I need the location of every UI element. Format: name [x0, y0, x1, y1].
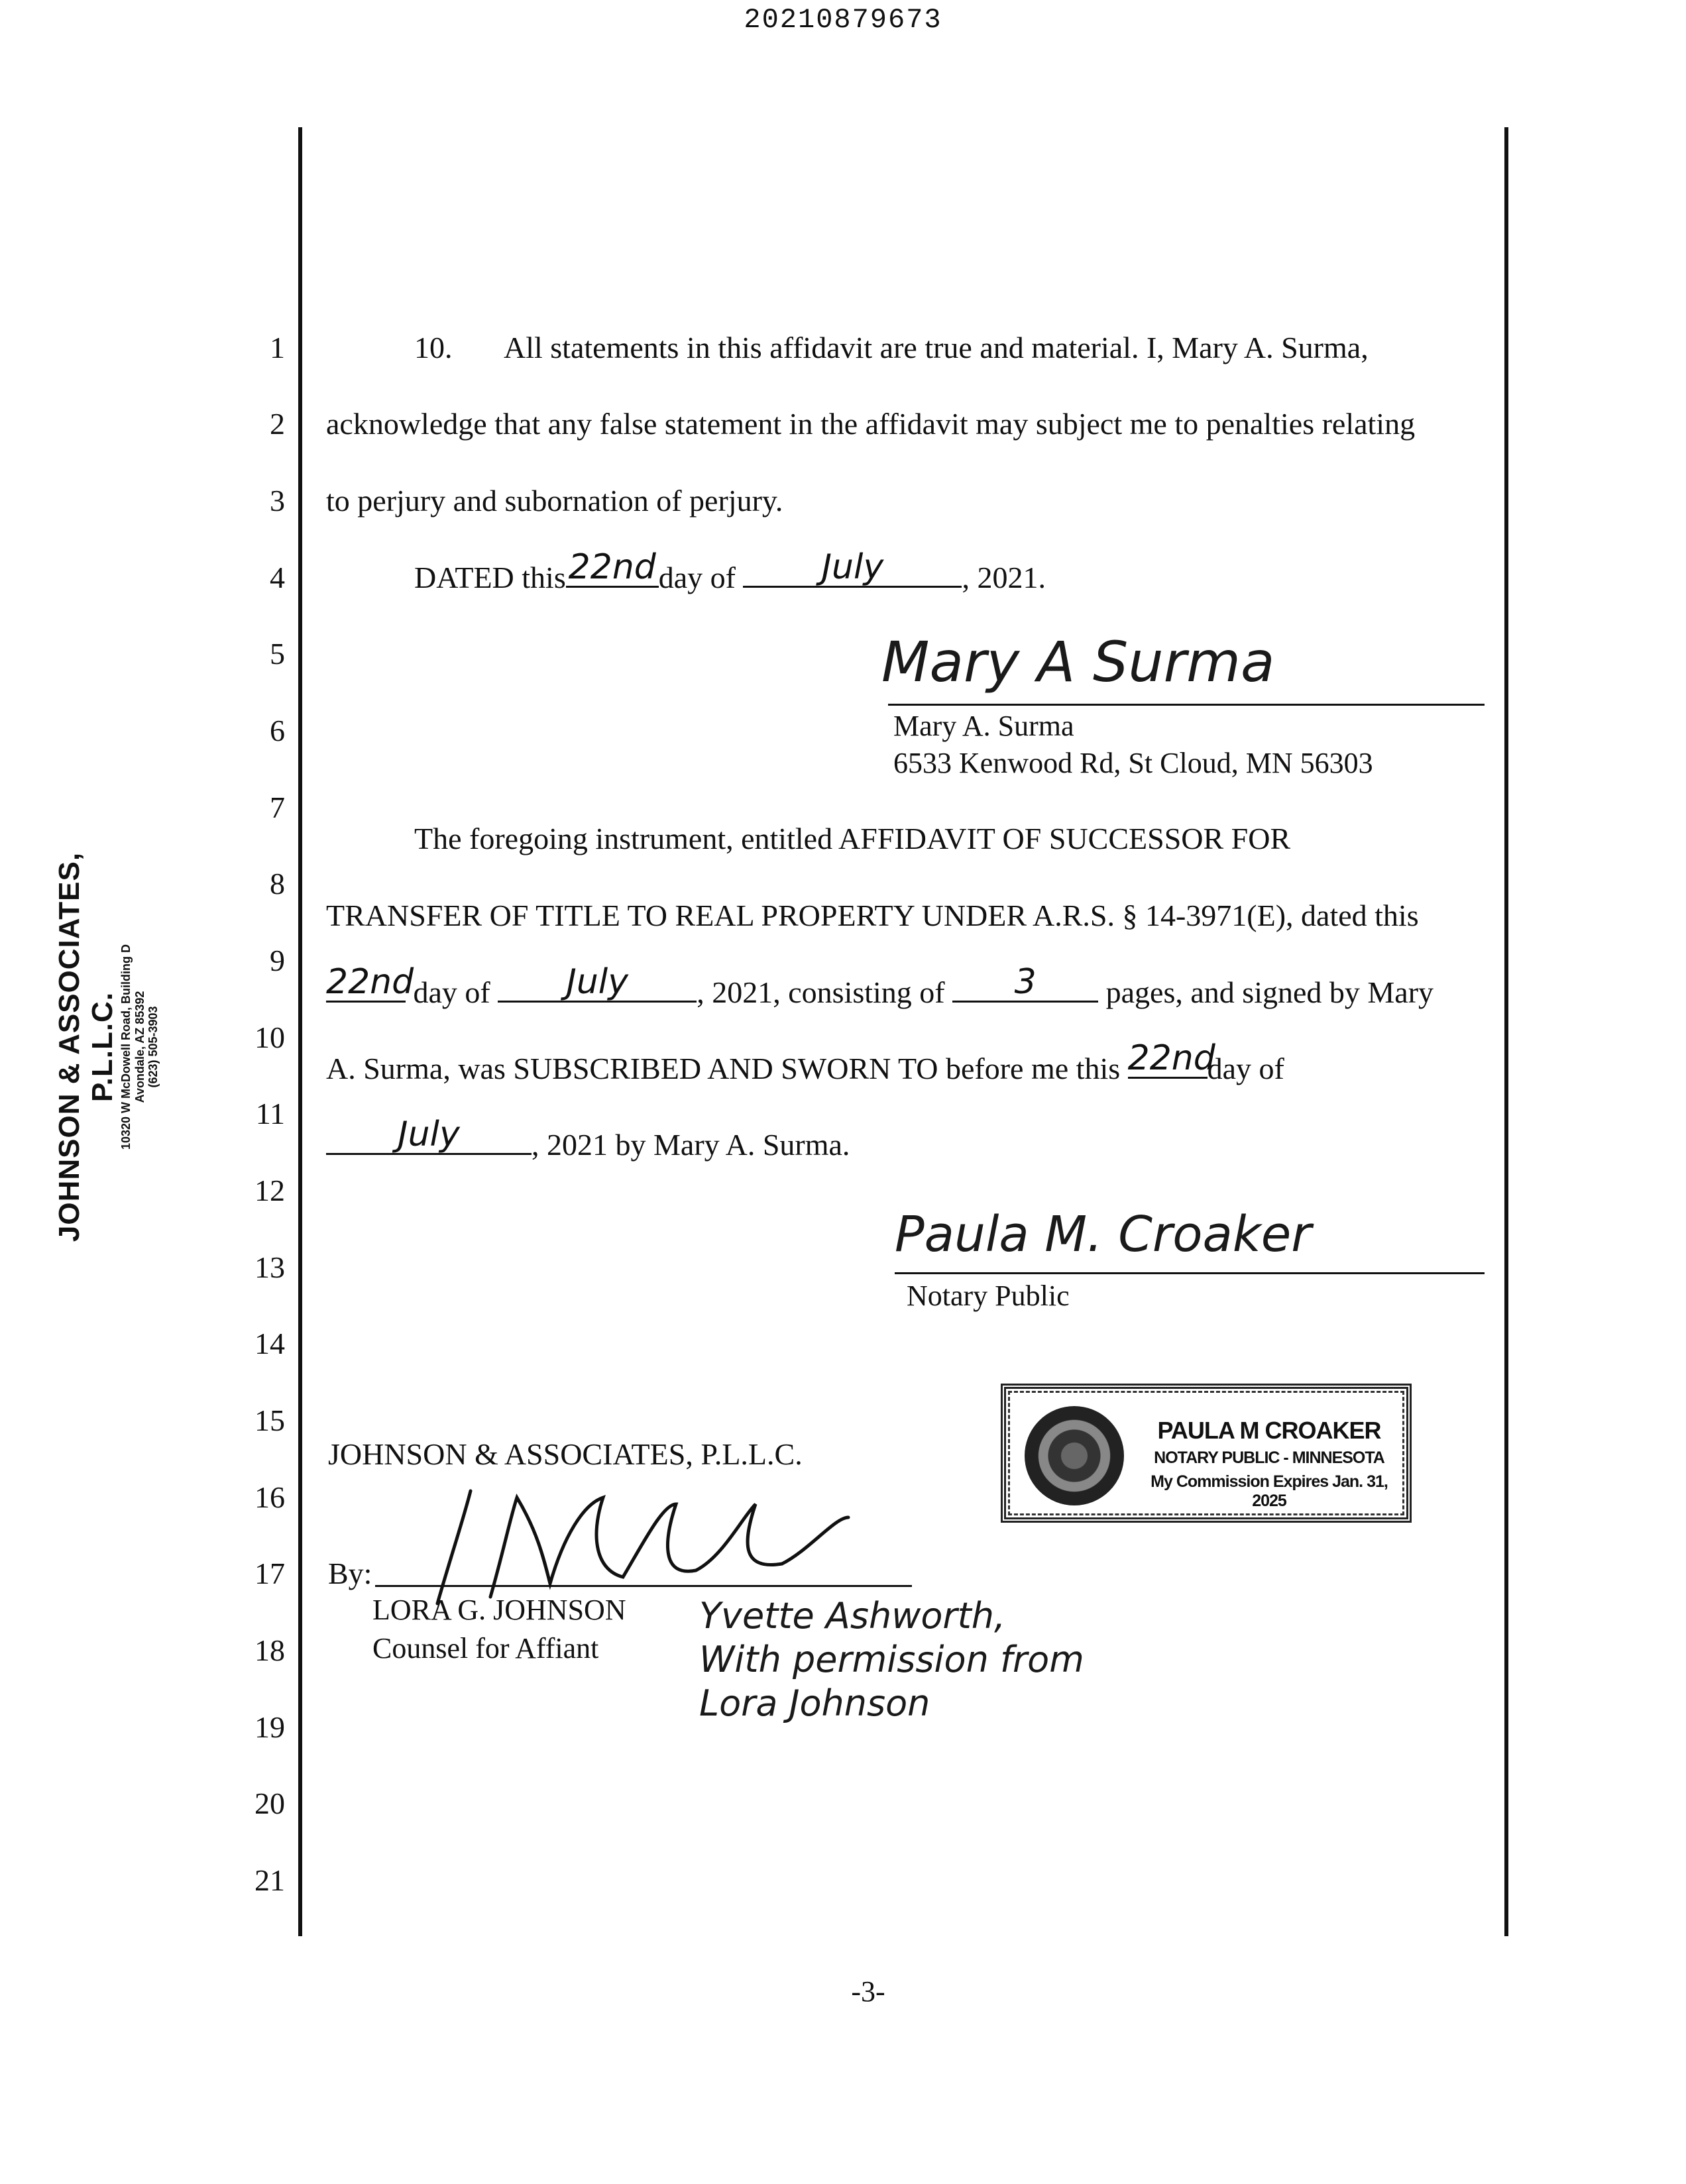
jurat-sworn-month-handwritten: July	[398, 1115, 460, 1154]
jurat-sworn-day-blank	[1127, 1038, 1215, 1079]
affiant-address: 6533 Kenwood Rd, St Cloud, MN 56303	[893, 747, 1373, 779]
jurat-pages-handwritten: 3	[1014, 962, 1037, 1002]
line-number: 2	[270, 407, 285, 441]
firm-margin-address-2: Avondale, AZ 85392	[133, 991, 146, 1103]
line-number: 20	[254, 1786, 285, 1820]
line-number: 18	[254, 1633, 285, 1667]
firm-margin-phone: (623) 505-3903	[146, 1006, 160, 1088]
dated-middle: day of	[658, 561, 736, 594]
notary-seal-icon	[1025, 1406, 1124, 1505]
line-number: 13	[254, 1250, 285, 1284]
dated-day-blank	[566, 547, 659, 588]
handwritten-note-line-2: With permission from	[699, 1639, 1084, 1680]
handwritten-note-line-1: Yvette Ashworth,	[699, 1595, 1006, 1637]
jurat-text: day of	[1207, 1052, 1284, 1085]
dated-day-handwritten: 22nd	[568, 547, 656, 587]
line-number: 11	[255, 1097, 285, 1130]
jurat-line-3	[326, 962, 1434, 1009]
line-number: 10	[254, 1020, 285, 1054]
counsel-signature-scribble	[411, 1478, 862, 1610]
jurat-text: pages, and signed by Mary	[1105, 975, 1434, 1009]
line-number: 9	[270, 944, 285, 977]
handwritten-permission-note	[699, 1594, 1084, 1725]
jurat-line-5	[326, 1115, 850, 1162]
jurat-text: A. Surma, was SUBSCRIBED AND SWORN TO before me this	[326, 1052, 1121, 1085]
right-margin-rule	[1504, 127, 1508, 1936]
firm-margin-address-1: 10320 W McDowell Road, Building D	[119, 944, 133, 1150]
dated-line	[414, 547, 1046, 594]
line-number: 19	[254, 1710, 285, 1744]
page-number: -3-	[851, 1975, 885, 2008]
document-number: 20210879673	[744, 4, 942, 36]
line-number: 21	[254, 1863, 285, 1897]
jurat-sworn-day-handwritten: 22nd	[1127, 1038, 1215, 1078]
line-number: 17	[254, 1556, 285, 1590]
notary-signature: Paula M. Croaker	[895, 1206, 1312, 1263]
stamp-notary-title: NOTARY PUBLIC - MINNESOTA	[1154, 1448, 1384, 1467]
by-label: By:	[328, 1556, 372, 1590]
jurat-text: , 2021 by Mary A. Surma.	[532, 1128, 850, 1162]
notary-signature-line	[895, 1272, 1485, 1274]
counsel-name: LORA G. JOHNSON	[372, 1594, 626, 1626]
line-number: 3	[270, 484, 285, 518]
firm-margin-block	[53, 795, 159, 1299]
paragraph-number: 10.	[414, 331, 453, 364]
paragraph-line-2: acknowledge that any false statement in the affidavit may subject me to penalties relating	[326, 407, 1416, 441]
handwritten-note-line-3: Lora Johnson	[699, 1682, 930, 1724]
stamp-notary-name: PAULA M CROAKER	[1157, 1417, 1381, 1444]
dated-month-handwritten: July	[821, 547, 884, 587]
counsel-signature-line	[375, 1585, 912, 1587]
jurat-pages-blank	[952, 962, 1098, 1003]
affiant-signature: Mary A Surma	[881, 629, 1275, 694]
dated-prefix: DATED this	[414, 561, 566, 594]
jurat-text: , 2021, consisting of	[697, 975, 945, 1009]
jurat-line-2: TRANSFER OF TITLE TO REAL PROPERTY UNDER A.R.S. § 14-3971(E), dated this	[326, 899, 1419, 932]
line-number: 15	[254, 1403, 285, 1437]
jurat-line-4	[326, 1038, 1284, 1085]
line-number: 6	[270, 714, 285, 747]
line-number: 14	[254, 1327, 285, 1360]
notary-stamp	[1001, 1384, 1412, 1523]
line-number: 8	[270, 867, 285, 901]
affiant-name: Mary A. Surma	[893, 710, 1074, 742]
firm-margin-name: JOHNSON & ASSOCIATES, P.L.L.C.	[53, 851, 119, 1242]
jurat-line-1: The foregoing instrument, entitled AFFIDAVIT OF SUCCESSOR FOR	[414, 822, 1291, 855]
counsel-role: Counsel for Affiant	[372, 1632, 599, 1665]
jurat-day-blank	[326, 962, 414, 1003]
stamp-commission: My Commission Expires Jan. 31, 2025	[1151, 1472, 1388, 1510]
paragraph-line-3: to perjury and subornation of perjury.	[326, 484, 783, 518]
line-number: 4	[270, 561, 285, 594]
line-number: 1	[270, 331, 285, 364]
line-number: 12	[254, 1174, 285, 1207]
dated-suffix: , 2021.	[962, 561, 1046, 594]
dated-month-blank	[743, 547, 962, 588]
jurat-month-handwritten: July	[566, 962, 628, 1002]
jurat-day-handwritten: 22nd	[326, 962, 414, 1002]
notary-title: Notary Public	[907, 1280, 1070, 1312]
paragraph-line-1: All statements in this affidavit are true and material. I, Mary A. Surma,	[504, 331, 1369, 364]
line-number: 7	[270, 791, 285, 824]
jurat-text: day of	[413, 975, 490, 1009]
left-margin-rule	[298, 127, 302, 1936]
line-number: 5	[270, 637, 285, 671]
affiant-signature-line	[888, 704, 1485, 706]
jurat-month-blank	[498, 962, 697, 1003]
line-number: 16	[254, 1480, 285, 1514]
jurat-sworn-month-blank	[326, 1115, 532, 1155]
counsel-firm: JOHNSON & ASSOCIATES, P.L.L.C.	[328, 1437, 803, 1471]
